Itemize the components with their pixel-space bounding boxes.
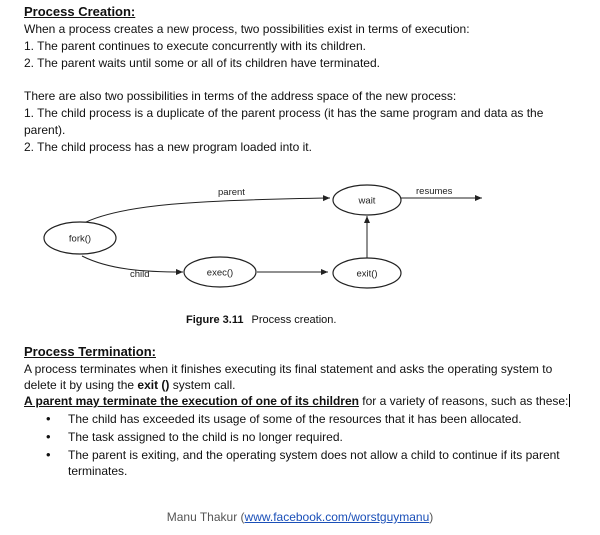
- parent-terminate-emphasis: A parent may terminate the execution of one of its children: [24, 394, 359, 408]
- termination-line-2-post: system call.: [169, 378, 236, 392]
- resumes-edge-label: resumes: [416, 186, 453, 197]
- termination-line-3: [24, 393, 570, 409]
- exec-label: exec(): [206, 267, 234, 279]
- termination-line-2: [24, 377, 235, 393]
- termination-line-3-rest: for a variety of reasons, such as these:: [358, 394, 569, 408]
- fork-node: [44, 222, 116, 254]
- termination-reasons-list: [46, 411, 568, 481]
- execution-option-2: 2. The parent waits until some or all of its children have terminated.: [24, 56, 380, 70]
- footer-credit: [0, 510, 600, 524]
- creation-intro: When a process creates a new process, two possibilities exist in terms of execution:: [24, 22, 470, 36]
- exit-node: [333, 258, 401, 288]
- list-item: • The child has exceeded its usage of some of the resources that it has been allocated.: [46, 411, 568, 427]
- figure-caption-text: Process creation.: [251, 314, 337, 326]
- parent-edge-label: parent: [218, 187, 245, 198]
- address-space-intro: There are also two possibilities in terms of the address space of the new process:: [24, 89, 457, 103]
- wait-label: wait: [358, 195, 376, 207]
- termination-line-2-pre: delete it by using the: [24, 378, 138, 392]
- text-cursor: [569, 394, 570, 407]
- exit-call-text: exit (): [137, 378, 170, 392]
- exec-node: [184, 257, 256, 287]
- figure-number: Figure 3.11: [186, 314, 244, 326]
- termination-line-1: A process terminates when it finishes executing its final statement and asks the operating system to: [24, 362, 553, 376]
- wait-node: [333, 185, 401, 215]
- process-creation-heading: Process Creation:: [24, 4, 136, 19]
- address-option-2: 2. The child process has a new program loaded into it.: [24, 140, 312, 154]
- exit-label: exit(): [356, 268, 378, 280]
- list-item: • The parent is exiting, and the operating system does not allow a child to continue if its parent terminates.: [46, 447, 568, 479]
- address-option-1-line-a: 1. The child process is a duplicate of the parent process (it has the same program and data as the: [24, 106, 544, 120]
- footer-close: ): [429, 510, 434, 524]
- list-item: • The task assigned to the child is no longer required.: [46, 429, 568, 445]
- figure-caption: [186, 314, 336, 326]
- facebook-link[interactable]: www.facebook.com/worstguymanu: [244, 510, 430, 524]
- footer-author: Manu Thakur (: [166, 510, 245, 524]
- child-edge-label: child: [130, 269, 150, 280]
- process-termination-heading: Process Termination:: [24, 344, 156, 359]
- address-option-1-line-b: parent).: [24, 123, 66, 137]
- fork-label: fork(): [68, 233, 92, 245]
- execution-option-1: 1. The parent continues to execute concurrently with its children.: [24, 39, 366, 53]
- parent-edge: [82, 198, 330, 224]
